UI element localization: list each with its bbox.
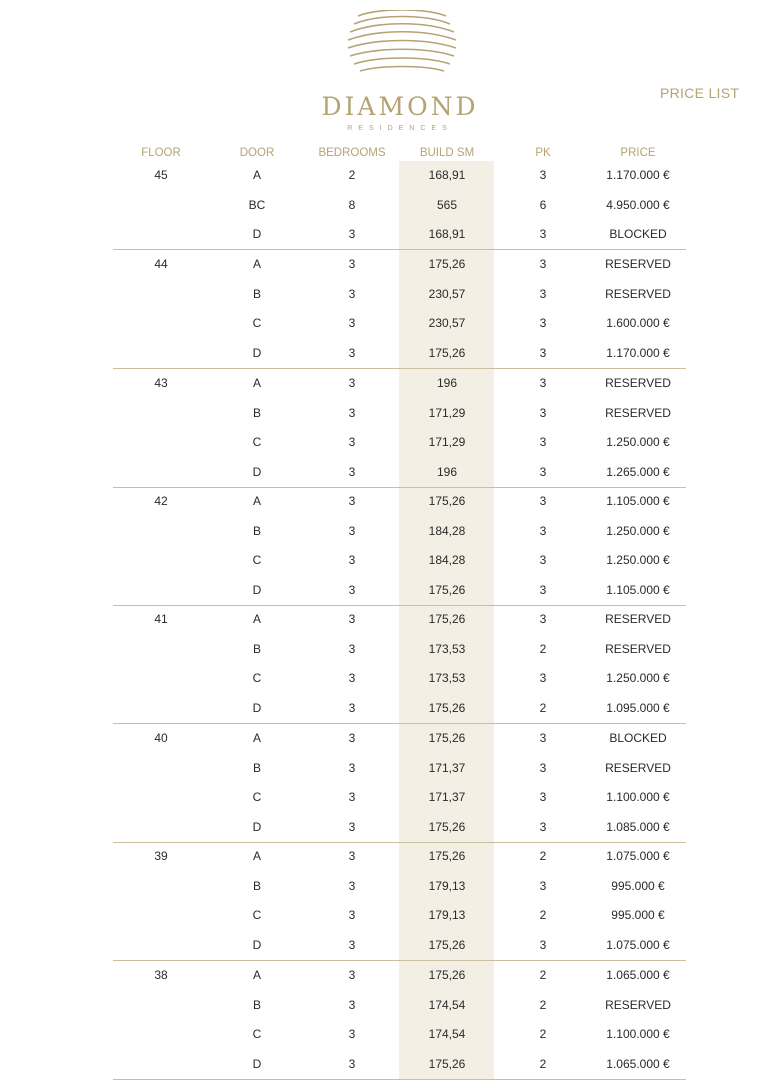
bedrooms-cell: 3 (348, 671, 356, 685)
floor-divider (113, 960, 686, 961)
table-row (0, 790, 776, 806)
price-cell: 1.250.000 € (606, 671, 670, 685)
door-cell: A (252, 849, 261, 863)
door-cell: BC (248, 198, 266, 212)
table-row (0, 968, 776, 984)
price-cell: 1.105.000 € (606, 582, 670, 597)
price-cell: 1.170.000 € (606, 168, 670, 182)
table-row (0, 849, 776, 865)
floor-number: 45 (154, 168, 168, 182)
table-row (0, 168, 776, 184)
build-sm-cell: 171,29 (428, 435, 466, 449)
table-row (0, 879, 776, 895)
door-cell: B (252, 878, 261, 893)
door-cell: D (252, 464, 262, 479)
build-sm-cell: 175,26 (428, 731, 466, 745)
bedrooms-cell: 8 (348, 198, 356, 212)
door-cell: B (252, 760, 261, 775)
table-row (0, 287, 776, 303)
door-cell: D (252, 1056, 262, 1071)
pk-cell: 3 (539, 464, 547, 479)
price-cell: RESERVED (605, 760, 671, 775)
price-cell: 1.100.000 € (606, 1027, 670, 1041)
price-cell: 1.250.000 € (606, 553, 670, 567)
bedrooms-cell: 3 (348, 405, 356, 420)
bedrooms-cell: 3 (348, 523, 356, 538)
door-cell: A (252, 168, 261, 182)
bedrooms-cell: 3 (348, 612, 356, 626)
header-floor: FLOOR (141, 147, 181, 159)
pk-cell: 3 (539, 819, 547, 834)
table-row (0, 998, 776, 1014)
table-row (0, 435, 776, 451)
bedrooms-cell: 3 (348, 345, 356, 360)
header-build-sm: BUILD SM (419, 147, 475, 159)
table-row (0, 316, 776, 332)
table-row (0, 376, 776, 392)
pk-cell: 3 (539, 494, 547, 508)
bedrooms-cell: 3 (348, 878, 356, 893)
door-cell: D (252, 345, 262, 360)
build-sm-cell: 196 (436, 464, 458, 479)
price-cell: RESERVED (605, 405, 671, 420)
build-sm-cell: 184,28 (428, 553, 466, 567)
pk-cell: 3 (539, 582, 547, 597)
build-sm-cell: 175,26 (428, 257, 466, 271)
floor-divider (113, 368, 686, 369)
bedrooms-cell: 3 (348, 760, 356, 775)
bedrooms-cell: 3 (348, 790, 356, 804)
header-bedrooms: BEDROOMS (318, 147, 386, 159)
door-cell: A (252, 612, 261, 626)
table-row (0, 524, 776, 540)
door-cell: B (252, 405, 261, 420)
price-cell: RESERVED (605, 376, 671, 390)
door-cell: D (252, 819, 262, 834)
build-sm-cell: 174,54 (428, 997, 466, 1012)
table-row (0, 671, 776, 687)
price-cell: 1.100.000 € (606, 790, 670, 804)
table-row (0, 227, 776, 243)
table-row (0, 198, 776, 214)
build-sm-cell: 175,26 (428, 937, 466, 952)
build-sm-cell: 171,37 (428, 790, 466, 804)
door-cell: C (252, 671, 262, 685)
pk-cell: 3 (539, 435, 547, 449)
price-cell: 1.600.000 € (606, 316, 670, 330)
floor-number: 44 (154, 257, 168, 271)
build-sm-cell: 230,57 (428, 316, 466, 330)
table-row (0, 761, 776, 777)
pk-cell: 3 (539, 878, 547, 893)
bedrooms-cell: 3 (348, 1056, 356, 1071)
pk-cell: 2 (539, 1056, 547, 1071)
door-cell: B (252, 286, 261, 301)
floor-divider (113, 723, 686, 724)
build-sm-cell: 230,57 (428, 286, 466, 301)
pk-cell: 2 (539, 968, 547, 982)
pk-cell: 3 (539, 168, 547, 182)
pk-cell: 2 (539, 700, 547, 715)
price-cell: RESERVED (605, 612, 671, 626)
build-sm-cell: 175,26 (428, 849, 466, 863)
bedrooms-cell: 3 (348, 731, 356, 745)
door-cell: A (252, 257, 261, 271)
table-row (0, 938, 776, 954)
pk-cell: 3 (539, 612, 547, 626)
pk-cell: 3 (539, 731, 547, 745)
floor-number: 38 (154, 968, 168, 982)
door-cell: B (252, 997, 261, 1012)
build-sm-cell: 175,26 (428, 700, 466, 715)
header-price: PRICE (620, 147, 656, 159)
bedrooms-cell: 3 (348, 641, 356, 656)
pk-cell: 2 (539, 997, 547, 1012)
door-cell: D (252, 227, 262, 241)
bedrooms-cell: 3 (348, 464, 356, 479)
pk-cell: 3 (539, 257, 547, 271)
table-row (0, 908, 776, 924)
table-row (0, 346, 776, 362)
floor-divider (113, 249, 686, 250)
table-row (0, 553, 776, 569)
bedrooms-cell: 3 (348, 700, 356, 715)
price-cell: RESERVED (605, 641, 671, 656)
floor-number: 42 (154, 494, 168, 508)
build-sm-cell: 173,53 (428, 671, 466, 685)
bedrooms-cell: 3 (348, 582, 356, 597)
price-cell: 1.065.000 € (606, 968, 670, 982)
table-row (0, 257, 776, 273)
build-sm-cell: 168,91 (428, 227, 466, 241)
table-row (0, 642, 776, 658)
price-cell: 1.075.000 € (606, 849, 670, 863)
door-cell: C (252, 316, 262, 330)
table-row (0, 701, 776, 717)
bedrooms-cell: 3 (348, 937, 356, 952)
bedrooms-cell: 3 (348, 376, 356, 390)
bedrooms-cell: 3 (348, 819, 356, 834)
pk-cell: 3 (539, 405, 547, 420)
door-cell: C (252, 908, 262, 922)
brand-name: DIAMOND (321, 92, 479, 121)
table-row (0, 612, 776, 628)
pk-cell: 2 (539, 849, 547, 863)
floor-divider (113, 487, 686, 488)
door-cell: D (252, 700, 262, 715)
price-cell: RESERVED (605, 997, 671, 1012)
price-cell: 1.170.000 € (606, 345, 670, 360)
bedrooms-cell: 3 (348, 968, 356, 982)
price-cell: 1.105.000 € (606, 494, 670, 508)
diamond-logo-icon (344, 10, 460, 72)
pk-cell: 3 (539, 671, 547, 685)
pk-cell: 2 (539, 908, 547, 922)
table-row (0, 731, 776, 747)
bedrooms-cell: 3 (348, 435, 356, 449)
bedrooms-cell: 3 (348, 227, 356, 241)
table-row (0, 820, 776, 836)
floor-number: 43 (154, 376, 168, 390)
price-cell: 4.950.000 € (606, 198, 670, 212)
build-sm-cell: 196 (436, 376, 458, 390)
door-cell: C (252, 1027, 262, 1041)
price-cell: 1.265.000 € (606, 464, 670, 479)
pk-cell: 3 (539, 376, 547, 390)
build-sm-cell: 168,91 (428, 168, 466, 182)
price-cell: 1.065.000 € (606, 1056, 670, 1071)
pk-cell: 3 (539, 553, 547, 567)
build-sm-cell: 184,28 (428, 523, 466, 538)
build-sm-cell: 179,13 (428, 878, 466, 893)
table-row (0, 1057, 776, 1073)
build-sm-cell: 565 (436, 198, 458, 212)
price-cell: 1.250.000 € (606, 523, 670, 538)
page-title: PRICE LIST (660, 85, 740, 101)
bedrooms-cell: 2 (348, 168, 356, 182)
floor-divider (113, 605, 686, 606)
build-sm-cell: 175,26 (428, 968, 466, 982)
price-cell: RESERVED (605, 286, 671, 301)
bedrooms-cell: 3 (348, 553, 356, 567)
price-cell: 995.000 € (611, 908, 665, 922)
pk-cell: 2 (539, 641, 547, 656)
floor-number: 41 (154, 612, 168, 626)
door-cell: B (252, 523, 261, 538)
header-pk: PK (535, 147, 551, 159)
pk-cell: 3 (539, 286, 547, 301)
door-cell: A (252, 731, 261, 745)
build-sm-cell: 171,37 (428, 760, 466, 775)
pk-cell: 6 (539, 198, 547, 212)
door-cell: D (252, 937, 262, 952)
table-row (0, 406, 776, 422)
bedrooms-cell: 3 (348, 849, 356, 863)
pk-cell: 3 (539, 790, 547, 804)
build-sm-cell: 175,26 (428, 345, 466, 360)
door-cell: C (252, 435, 262, 449)
price-cell: 1.095.000 € (606, 700, 670, 715)
door-cell: A (252, 376, 261, 390)
floor-divider (113, 1079, 686, 1080)
door-cell: A (252, 494, 261, 508)
build-sm-cell: 174,54 (428, 1027, 466, 1041)
door-cell: A (252, 968, 261, 982)
build-sm-cell: 173,53 (428, 641, 466, 656)
table-row (0, 465, 776, 481)
door-cell: D (252, 582, 262, 597)
build-sm-cell: 179,13 (428, 908, 466, 922)
build-sm-cell: 175,26 (428, 819, 466, 834)
brand-subtitle: RESIDENCES (347, 125, 453, 132)
price-cell: 1.075.000 € (606, 937, 670, 952)
bedrooms-cell: 3 (348, 997, 356, 1012)
pk-cell: 3 (539, 760, 547, 775)
build-sm-cell: 175,26 (428, 582, 466, 597)
door-cell: C (252, 553, 262, 567)
build-sm-cell: 175,26 (428, 1056, 466, 1071)
table-header (0, 146, 776, 162)
bedrooms-cell: 3 (348, 286, 356, 301)
price-cell: 995.000 € (611, 878, 665, 893)
price-cell: 1.085.000 € (606, 819, 670, 834)
pk-cell: 3 (539, 316, 547, 330)
floor-number: 40 (154, 731, 168, 745)
pk-cell: 3 (539, 523, 547, 538)
bedrooms-cell: 3 (348, 494, 356, 508)
door-cell: C (252, 790, 262, 804)
table-row (0, 494, 776, 510)
price-cell: 1.250.000 € (606, 435, 670, 449)
pk-cell: 2 (539, 1027, 547, 1041)
table-row (0, 1027, 776, 1043)
floor-divider (113, 842, 686, 843)
build-sm-cell: 171,29 (428, 405, 466, 420)
pk-cell: 3 (539, 345, 547, 360)
door-cell: B (252, 641, 261, 656)
bedrooms-cell: 3 (348, 908, 356, 922)
bedrooms-cell: 3 (348, 1027, 356, 1041)
bedrooms-cell: 3 (348, 257, 356, 271)
build-sm-cell: 175,26 (428, 494, 466, 508)
pk-cell: 3 (539, 937, 547, 952)
price-cell: RESERVED (605, 257, 671, 271)
build-sm-cell: 175,26 (428, 612, 466, 626)
floor-number: 39 (154, 849, 168, 863)
header-door: DOOR (239, 147, 275, 159)
pk-cell: 3 (539, 227, 547, 241)
bedrooms-cell: 3 (348, 316, 356, 330)
table-row (0, 583, 776, 599)
price-cell: BLOCKED (609, 731, 667, 745)
price-cell: BLOCKED (609, 227, 667, 241)
